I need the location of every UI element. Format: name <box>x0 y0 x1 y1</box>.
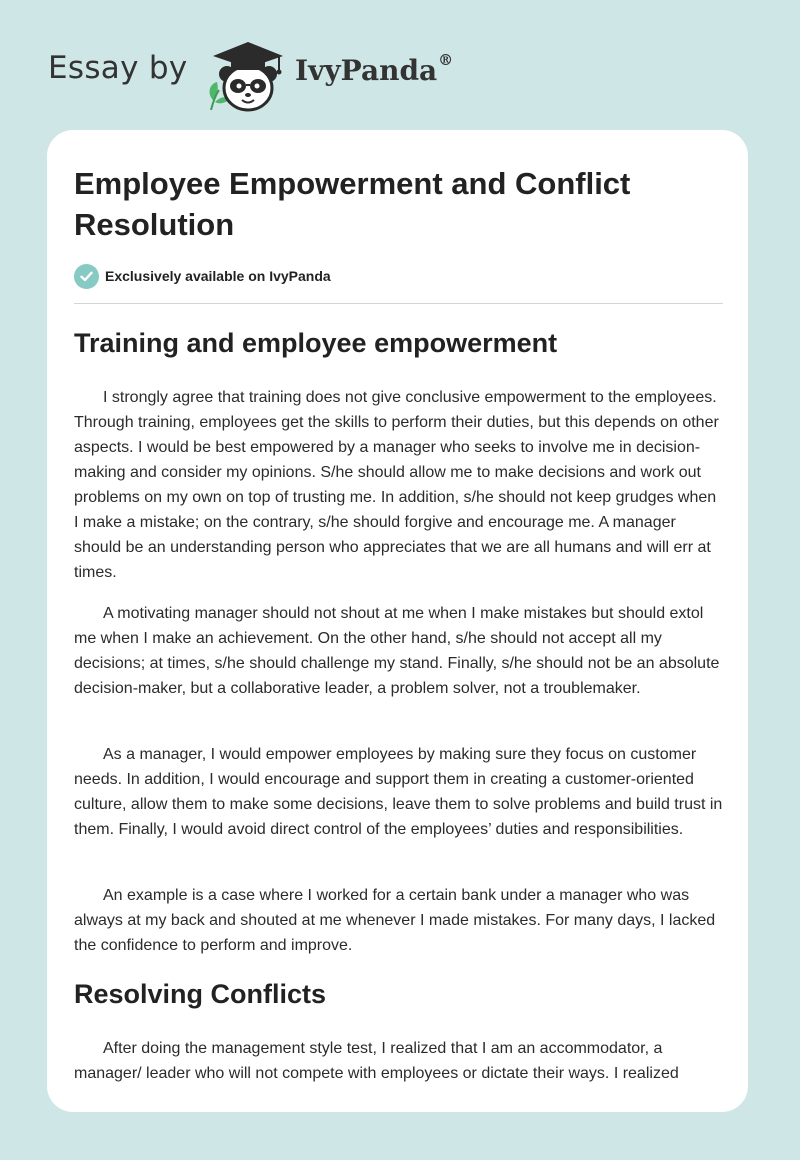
paragraph-training-1: I strongly agree that training does not give conclusive empowerment to the employees. Through training, employees get the skills to perform their duties, but this depends on other aspects. I would be best empowered by a manager who seeks to involve me in decision-making and consider my opinions. S/he should allow me to make decisions and work out problems on my own on top of trusting me. In addition, s/he should not keep grudges when I make a mistake; on the contrary, s/he should forgive and encourage me. A manager should be an understanding person who appreciates that we are all humans and will err at times. <box>74 389 719 581</box>
paragraph-training-2: A motivating manager should not shout at me when I make mistakes but should extol me when I make an achievement. On the other hand, s/he should not accept all my decisions; at times, s/he should challenge my stand. Finally, s/he should not be an absolute decision-maker, but a collaborative leader, a problem solver, not a troublemaker. <box>74 605 720 697</box>
brand-name-text: IvyPanda <box>295 54 438 87</box>
exclusive-label: Exclusively available on IvyPanda <box>105 268 331 284</box>
essay-card <box>47 130 748 1112</box>
page-title: Employee Empowerment and Conflict Resolution <box>74 166 631 242</box>
check-circle-icon <box>74 264 99 289</box>
paragraph-conflicts-1: After doing the management style test, I realized that I am an accommodator, a manager/ leader who will not compete with employees or dictate their ways. I realized <box>74 1040 679 1082</box>
paragraph-training-3: As a manager, I would empower employees by making sure they focus on customer needs. In addition, I would encourage and support them in creating a customer-oriented culture, allow them to make some decisions, leave them to solve problems and build trust in them. Finally, I would avoid direct control of the employees’ duties and responsibilities. <box>74 746 723 838</box>
paragraph-training-4: An example is a case where I worked for a certain bank under a manager who was always at my back and shouted at me whenever I made mistakes. For many days, I lacked the confidence to perform and improve. <box>74 887 716 954</box>
panda-logo-icon[interactable] <box>203 34 293 114</box>
brand-name[interactable] <box>295 51 454 87</box>
site-header <box>48 30 468 110</box>
title-divider <box>74 303 723 304</box>
essay-by-label: Essay by <box>48 50 188 86</box>
exclusive-badge <box>74 263 331 289</box>
section-heading-conflicts: Resolving Conflicts <box>74 979 327 1009</box>
section-heading-training: Training and employee empowerment <box>74 328 558 358</box>
registered-mark: ® <box>438 51 454 69</box>
